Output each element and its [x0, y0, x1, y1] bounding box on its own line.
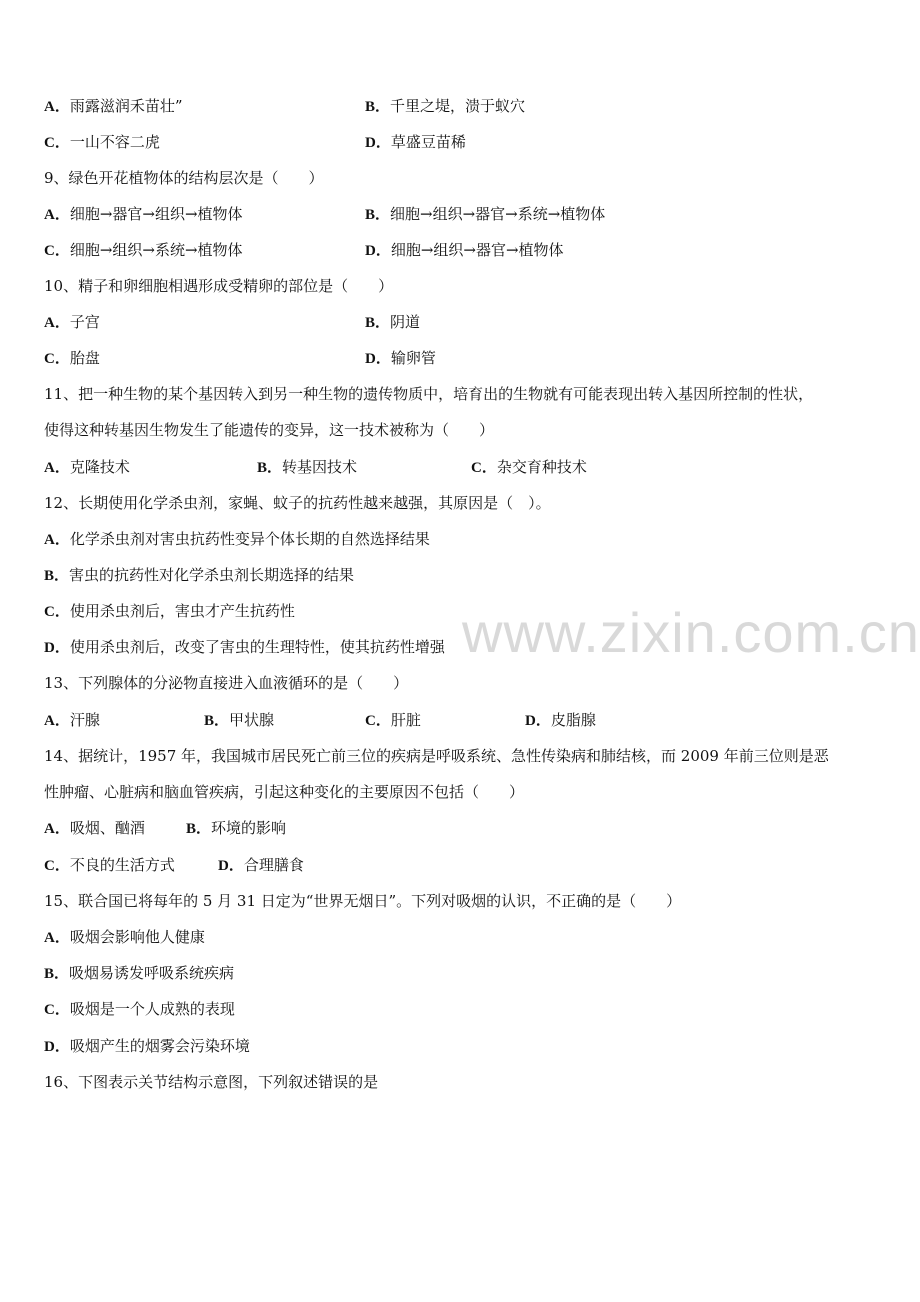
q11-option-a [44, 457, 130, 478]
option-letter: A． [44, 315, 70, 331]
option-letter: C． [44, 243, 70, 259]
option-letter: B． [365, 99, 391, 115]
option-letter: B． [257, 460, 283, 476]
option-letter: C． [44, 1002, 70, 1018]
option-text: 雨露滋润禾苗壮” [69, 97, 183, 115]
q12-option-c [44, 601, 295, 622]
q15-option-b [44, 963, 234, 984]
option-letter: D． [365, 351, 391, 367]
option-letter: B． [365, 207, 391, 223]
option-letter: A． [44, 207, 70, 223]
option-text: 使用杀虫剂后，改变了害虫的生理特性，使其抗药性增强 [69, 638, 445, 656]
option-letter: C． [471, 460, 497, 476]
option-letter: A． [44, 532, 70, 548]
option-text: 子宫 [69, 313, 100, 331]
q13-option-a [44, 710, 100, 731]
q10-option-c [44, 348, 100, 369]
option-text: 细胞→组织→系统→植物体 [69, 241, 243, 259]
q10-option-d [365, 348, 436, 369]
option-text: 细胞→器官→组织→植物体 [69, 205, 243, 223]
option-letter: A． [44, 821, 70, 837]
option-text: 输卵管 [390, 349, 436, 367]
option-letter: B． [44, 568, 70, 584]
option-letter: C． [44, 135, 70, 151]
q10-option-b [365, 312, 420, 333]
q14-stem-line2: 性肿瘤、心脏病和脑血管疾病，引起这种变化的主要原因不包括（ ） [44, 783, 525, 801]
q14-option-b [186, 818, 286, 839]
option-letter: D． [44, 640, 70, 656]
option-text: 吸烟、酗酒 [69, 819, 145, 837]
q14-option-c [44, 855, 175, 876]
option-text: 阴道 [390, 313, 421, 331]
option-letter: A． [44, 460, 70, 476]
q9-stem: 9、绿色开花植物体的结构层次是（ ） [44, 169, 324, 187]
option-text: 细胞→组织→器官→植物体 [390, 241, 564, 259]
q12-stem: 12、长期使用化学杀虫剂，家蝇、蚊子的抗药性越来越强，其原因是（ ）。 [44, 494, 551, 512]
option-letter: D． [218, 858, 244, 874]
option-letter: B． [186, 821, 212, 837]
q12-option-a [44, 529, 430, 550]
q13-option-c [365, 710, 421, 731]
option-letter: D． [365, 135, 391, 151]
option-text: 胎盘 [69, 349, 100, 367]
q15-option-d [44, 1036, 250, 1057]
option-text: 一山不容二虎 [69, 133, 160, 151]
option-text: 吸烟易诱发呼吸系统疾病 [69, 964, 235, 982]
q8-option-c [44, 132, 160, 153]
option-letter: B． [44, 966, 70, 982]
option-text: 千里之堤，溃于蚁穴 [390, 97, 526, 115]
option-text: 环境的影响 [211, 819, 287, 837]
q13-option-b [204, 710, 274, 731]
q11-option-b [257, 457, 357, 478]
option-letter: C． [44, 858, 70, 874]
q8-option-a [44, 96, 183, 117]
option-letter: A． [44, 99, 70, 115]
q14-stem-line1: 14、据统计，1957 年，我国城市居民死亡前三位的疾病是呼吸系统、急性传染病和肺结核，而 2009 年前三位则是恶 [44, 747, 829, 765]
option-text: 甲状腺 [229, 711, 275, 729]
option-text: 克隆技术 [69, 458, 130, 476]
q10-option-a [44, 312, 100, 333]
option-text: 化学杀虫剂对害虫抗药性变异个体长期的自然选择结果 [69, 530, 430, 548]
q11-stem-line2: 使得这种转基因生物发生了能遗传的变异，这一技术被称为（ ） [44, 421, 495, 439]
option-letter: D． [525, 713, 551, 729]
option-text: 细胞→组织→器官→系统→植物体 [390, 205, 606, 223]
option-letter: C． [44, 604, 70, 620]
option-letter: B． [204, 713, 230, 729]
q13-stem: 13、下列腺体的分泌物直接进入血液循环的是（ ） [44, 674, 409, 692]
q11-option-c [471, 457, 587, 478]
option-letter: A． [44, 930, 70, 946]
q8-option-b [365, 96, 525, 117]
q9-option-b [365, 204, 605, 225]
q13-option-d [525, 710, 596, 731]
option-text: 草盛豆苗稀 [390, 133, 466, 151]
option-letter: C． [365, 713, 391, 729]
option-text: 皮脂腺 [550, 711, 596, 729]
option-text: 杂交育种技术 [496, 458, 587, 476]
option-text: 吸烟产生的烟雾会污染环境 [69, 1037, 250, 1055]
q9-option-d [365, 240, 564, 261]
option-text: 转基因技术 [282, 458, 358, 476]
q10-stem: 10、精子和卵细胞相遇形成受精卵的部位是（ ） [44, 277, 394, 295]
q9-option-c [44, 240, 243, 261]
option-text: 吸烟是一个人成熟的表现 [69, 1000, 235, 1018]
watermark: www.zixin.com.cn [462, 601, 920, 664]
option-letter: C． [44, 351, 70, 367]
q15-option-a [44, 927, 205, 948]
option-text: 合理膳食 [243, 856, 304, 874]
option-letter: D． [365, 243, 391, 259]
option-letter: B． [365, 315, 391, 331]
q16-stem: 16、下图表示关节结构示意图，下列叙述错误的是 [44, 1073, 379, 1091]
q9-option-a [44, 204, 243, 225]
option-text: 不良的生活方式 [69, 856, 175, 874]
option-text: 吸烟会影响他人健康 [69, 928, 205, 946]
q12-option-b [44, 565, 354, 586]
option-text: 害虫的抗药性对化学杀虫剂长期选择的结果 [69, 566, 355, 584]
q8-option-d [365, 132, 466, 153]
q14-option-d [218, 855, 304, 876]
q11-stem-line1: 11、把一种生物的某个基因转入到另一种生物的遗传物质中，培育出的生物就有可能表现出转入基因所控制的性状， [44, 385, 814, 403]
q14-option-a [44, 818, 145, 839]
option-text: 使用杀虫剂后，害虫才产生抗药性 [69, 602, 295, 620]
option-letter: D． [44, 1039, 70, 1055]
option-text: 汗腺 [69, 711, 100, 729]
q15-stem: 15、联合国已将每年的 5 月 31 日定为“世界无烟日”。下列对吸烟的认识，不正确的是（ ） [44, 892, 682, 910]
q15-option-c [44, 999, 235, 1020]
option-letter: A． [44, 713, 70, 729]
q12-option-d [44, 637, 445, 658]
option-text: 肝脏 [390, 711, 421, 729]
